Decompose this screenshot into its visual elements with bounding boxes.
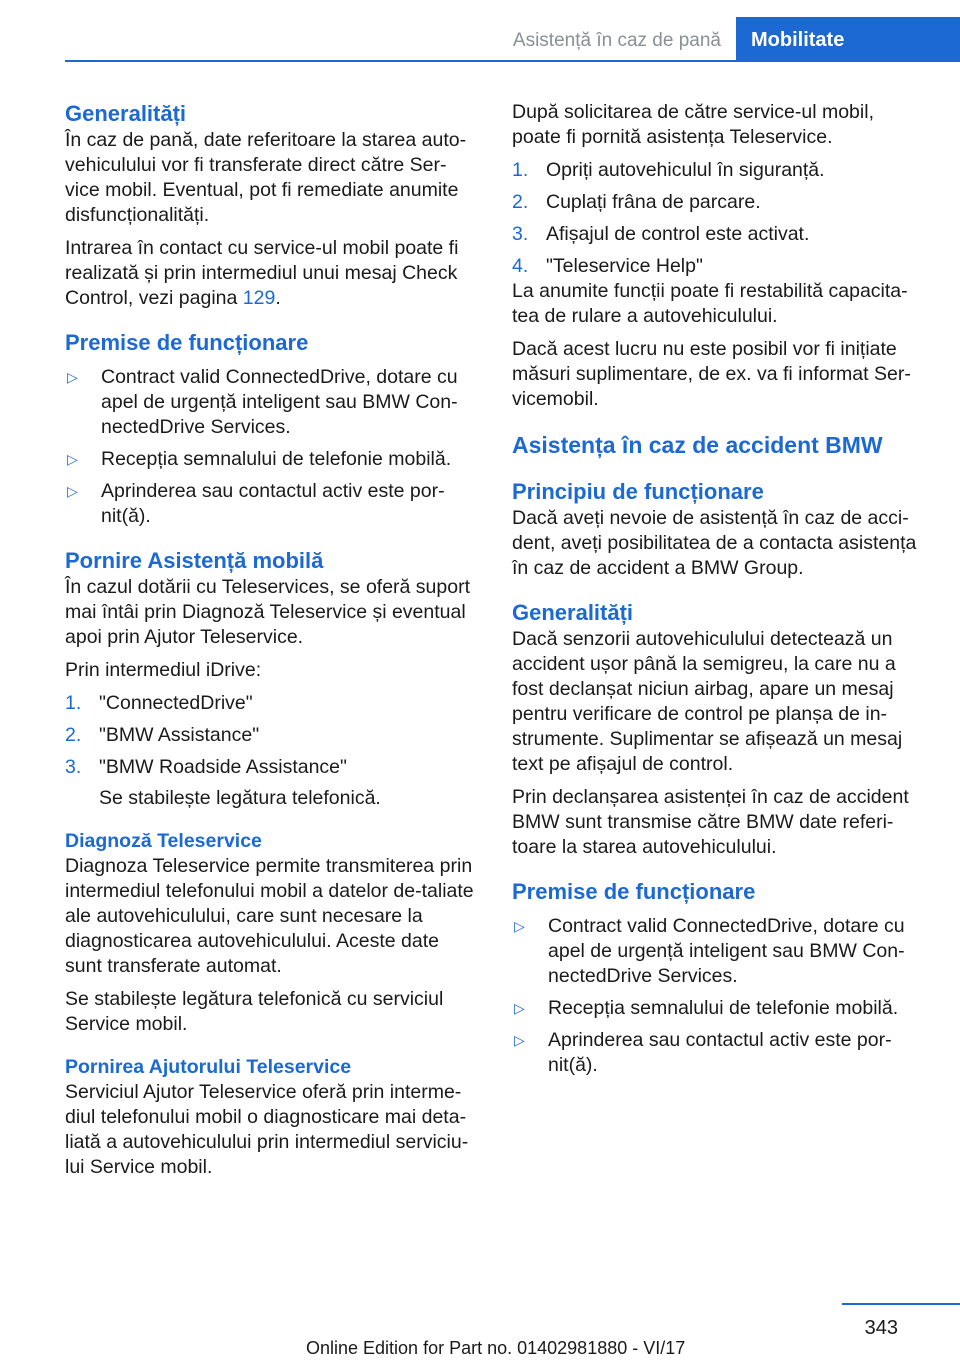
paragraph: Serviciul Ajutor Teleservice oferă prin interme-diul telefonului mobil o diagnosticare mai deta-liată a autovehiculului prin intermediul serviciu-lui Service mobil. — [65, 1081, 469, 1178]
heading-pornire: Pornire Asistență mobilă — [65, 548, 324, 573]
paragraph: La anumite funcții poate fi restabilită capacita-tea de rulare a autovehiculului. — [512, 280, 908, 327]
heading-general: Generalități — [65, 101, 187, 126]
right-column — [512, 100, 928, 1078]
steps-list — [65, 691, 481, 811]
step-note: Se stabilește legătura telefonică. — [99, 787, 381, 809]
list-item: ▷ Contract valid ConnectedDrive, dotare cu apel de urgență inteligent sau BMW Con-nectedDrive Services. — [67, 366, 458, 438]
list-item: 3. Afișajul de control este activat. — [512, 223, 810, 245]
steps-list — [512, 158, 928, 279]
heading-premise: Premise de funcționare — [512, 879, 756, 904]
list-item: ▷ Aprinderea sau contactul activ este por-nit(ă). — [67, 480, 445, 527]
list-item: 2. Cuplați frâna de parcare. — [512, 191, 761, 213]
heading-ajutor: Pornirea Ajutorului Teleservice — [65, 1056, 352, 1078]
page-number: 343 — [864, 1317, 898, 1339]
paragraph — [65, 236, 481, 311]
heading-principiu: Principiu de funcționare — [512, 479, 764, 504]
paragraph: Se stabilește legătura telefonică cu serviciul Service mobil. — [65, 988, 444, 1035]
paragraph: Prin declanșarea asistenței în caz de accident BMW sunt transmise către BMW date referi-toare la starea autovehiculului. — [512, 786, 909, 858]
heading-diagnoza: Diagnoză Teleservice — [65, 830, 262, 852]
triangle-right-icon: ▷ — [67, 483, 78, 499]
edition-note: Online Edition for Part no. 01402981880 - VI/17 — [306, 1338, 686, 1358]
list-item: ▷ Recepția semnalului de telefonie mobilă. — [514, 997, 899, 1019]
list-item: 1. "ConnectedDrive" — [65, 692, 253, 714]
header-section-title: Asistență în caz de pană — [512, 30, 721, 51]
list-item: 1. Opriți autovehiculul în siguranță. — [512, 159, 825, 181]
triangle-right-icon: ▷ — [514, 918, 525, 934]
paragraph: După solicitarea de către service-ul mobil, poate fi pornită asistența Teleservice. — [512, 101, 874, 148]
paragraph: În caz de pană, date referitoare la starea auto-vehiculului vor fi transferate direct către Ser-vice mobil. Eventual, pot fi remediate anumite disfuncționalități. — [65, 129, 467, 226]
paragraph: În cazul dotării cu Teleservices, se oferă suport mai întâi prin Diagnoză Teleservice și eventual apoi prin Ajutor Teleservice. — [65, 576, 471, 648]
list-item: 3. "BMW Roadside Assistance" — [65, 756, 347, 778]
footer-divider — [842, 1303, 960, 1305]
left-column — [65, 100, 481, 1180]
triangle-right-icon: ▷ — [67, 451, 78, 467]
list-item: ▷ Aprinderea sau contactul activ este por-nit(ă). — [514, 1029, 892, 1076]
paragraph: Dacă aveți nevoie de asistență în caz de acci-dent, aveți posibilitatea de a contacta asistența în caz de accident a BMW Group. — [512, 507, 917, 579]
header-chapter-tab: Mobilitate — [736, 17, 960, 62]
paragraph: Dacă acest lucru nu este posibil vor fi inițiate măsuri suplimentare, de ex. va fi informat Ser-vicemobil. — [512, 338, 911, 410]
triangle-right-icon: ▷ — [514, 1000, 525, 1016]
page-link[interactable]: 129 — [242, 287, 276, 309]
triangle-right-icon: ▷ — [67, 369, 78, 385]
heading-accident: Asistența în caz de accident BMW — [512, 432, 883, 458]
list-item: 4. "Teleservice Help" — [512, 255, 703, 277]
text: Intrarea în contact cu service-ul mobil poate fi realizată și prin intermediul unui mesaj Check Control, vezi pagina — [65, 237, 459, 309]
premise-list — [65, 365, 481, 529]
list-item: 2. "BMW Assistance" — [65, 724, 260, 746]
triangle-right-icon: ▷ — [514, 1032, 525, 1048]
paragraph: Dacă senzorii autovehiculului detectează un accident ușor până la semigreu, la care nu a fost declanșat niciun airbag, apare un mesaj pentru verificare de control pe planșa de in-strumente. Suplimentar se afișează un mesaj text pe afișajul de control. — [512, 628, 903, 775]
paragraph: Prin intermediul iDrive: — [65, 659, 262, 681]
list-item: ▷ Contract valid ConnectedDrive, dotare cu apel de urgență inteligent sau BMW Con-nectedDrive Services. — [514, 915, 905, 987]
page-header — [65, 0, 960, 62]
paragraph: Diagnoza Teleservice permite transmiterea prin intermediul telefonului mobil a datelor de-taliate ale autovehiculului, care sunt necesare la diagnosticarea autovehiculului. Aceste date sunt transferate automat. — [65, 855, 474, 977]
text: . — [275, 287, 281, 309]
heading-premise: Premise de funcționare — [65, 330, 309, 355]
list-item: ▷ Recepția semnalului de telefonie mobilă. — [67, 448, 452, 470]
heading-general: Generalități — [512, 600, 634, 625]
premise-list — [512, 914, 928, 1078]
header-divider — [65, 60, 736, 62]
